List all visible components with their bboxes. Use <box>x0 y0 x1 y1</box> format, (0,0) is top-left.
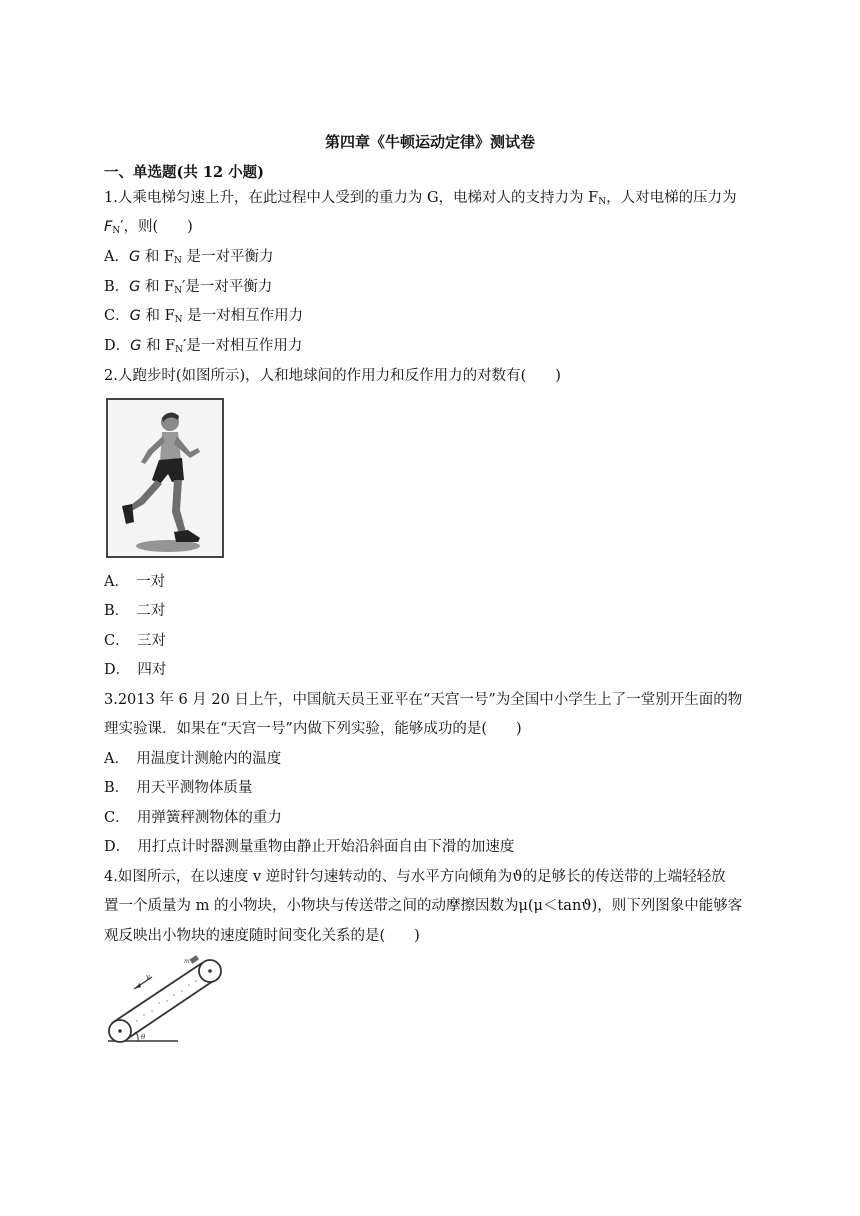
runner-illustration <box>108 400 222 556</box>
q1-line1-tail: ，人对电梯的压力为 <box>606 190 737 206</box>
q1-option-b[interactable] <box>104 277 272 301</box>
velocity-label: v <box>146 973 150 981</box>
q3-option-d[interactable]: D． 用打点计时器测量重物由静止开始沿斜面自由下滑的加速度 <box>104 839 515 855</box>
runner-figure <box>106 398 224 558</box>
option-tail: 是一对相互作用力 <box>182 308 304 324</box>
page-title: 第四章《牛顿运动定律》测试卷 <box>324 133 535 151</box>
q1-line2-var: F <box>104 219 113 235</box>
option-sub: N <box>174 286 183 296</box>
mass-label: m <box>184 958 190 965</box>
option-prefix: B． <box>104 279 130 295</box>
q1-line2-tail: ′，则( ) <box>120 219 193 235</box>
option-prefix: A． <box>104 249 129 265</box>
q3-option-c[interactable]: C． 用弹簧秤测物体的重力 <box>104 810 282 826</box>
section-heading: 一、单选题(共 12 小题) <box>104 164 264 181</box>
q4-stem-line1: 4.如图所示，在以速度 v 逆时针匀速转动的、与水平方向倾角为ϑ的足够长的传送带的上端轻轻放 <box>104 869 726 885</box>
angle-label: θ <box>141 1033 146 1041</box>
option-tail: 是一对平衡力 <box>181 249 274 265</box>
q2-option-c[interactable]: C． 三对 <box>104 633 166 649</box>
option-var: G <box>129 308 141 324</box>
q1-line2-sub: N <box>112 226 121 236</box>
option-prefix: C． <box>104 308 130 324</box>
q2-option-d[interactable]: D． 四对 <box>104 662 167 678</box>
q1-option-a[interactable] <box>104 247 274 271</box>
q1-stem-line2 <box>104 217 193 241</box>
q1-line1-sub: N <box>598 197 607 207</box>
option-sub: N <box>175 345 184 355</box>
q1-stem-line1 <box>104 188 737 212</box>
q3-option-a[interactable]: A． 用温度计测舱内的温度 <box>104 751 282 767</box>
q1-option-d[interactable] <box>104 336 302 360</box>
option-tail: ′是一对相互作用力 <box>183 338 303 354</box>
option-mid: 和 F <box>140 308 175 324</box>
option-var: G <box>129 279 141 295</box>
option-mid: 和 F <box>140 249 175 265</box>
q1-line1-text: 1.人乘电梯匀速上升，在此过程中人受到的重力为 G，电梯对人的支持力为 F <box>104 190 599 206</box>
q2-stem: 2.人跑步时(如图所示)，人和地球间的作用力和反作用力的对数有( ) <box>104 368 561 384</box>
q3-stem-line2: 理实验课．如果在“天宫一号”内做下列实验，能够成功的是( ) <box>104 721 522 737</box>
q4-stem-line3: 观反映出小物块的速度随时间变化关系的是( ) <box>104 928 420 944</box>
option-tail: ′是一对平衡力 <box>182 279 273 295</box>
q2-option-a[interactable]: A． 一对 <box>104 574 166 590</box>
conveyor-belt-figure <box>104 955 224 1047</box>
q4-stem-line2: 置一个质量为 m 的小物块，小物块与传送带之间的动摩擦因数为μ(μ＜tanϑ)，则下列图象中能够客 <box>104 898 743 914</box>
option-var: G <box>130 338 142 354</box>
q3-stem-line1: 3.2013 年 6 月 20 日上午，中国航天员王亚平在“天宫一号”为全国中小学生上了一堂别开生面的物 <box>104 692 743 708</box>
option-var: G <box>128 249 141 265</box>
option-mid: 和 F <box>140 279 175 295</box>
q3-option-b[interactable]: B． 用天平测物体质量 <box>104 780 253 796</box>
option-mid: 和 F <box>141 338 176 354</box>
q1-option-c[interactable] <box>104 306 303 330</box>
q2-option-b[interactable]: B． 二对 <box>104 603 166 619</box>
option-sub: N <box>174 315 183 325</box>
option-prefix: D． <box>104 338 131 354</box>
option-sub: N <box>174 256 182 266</box>
